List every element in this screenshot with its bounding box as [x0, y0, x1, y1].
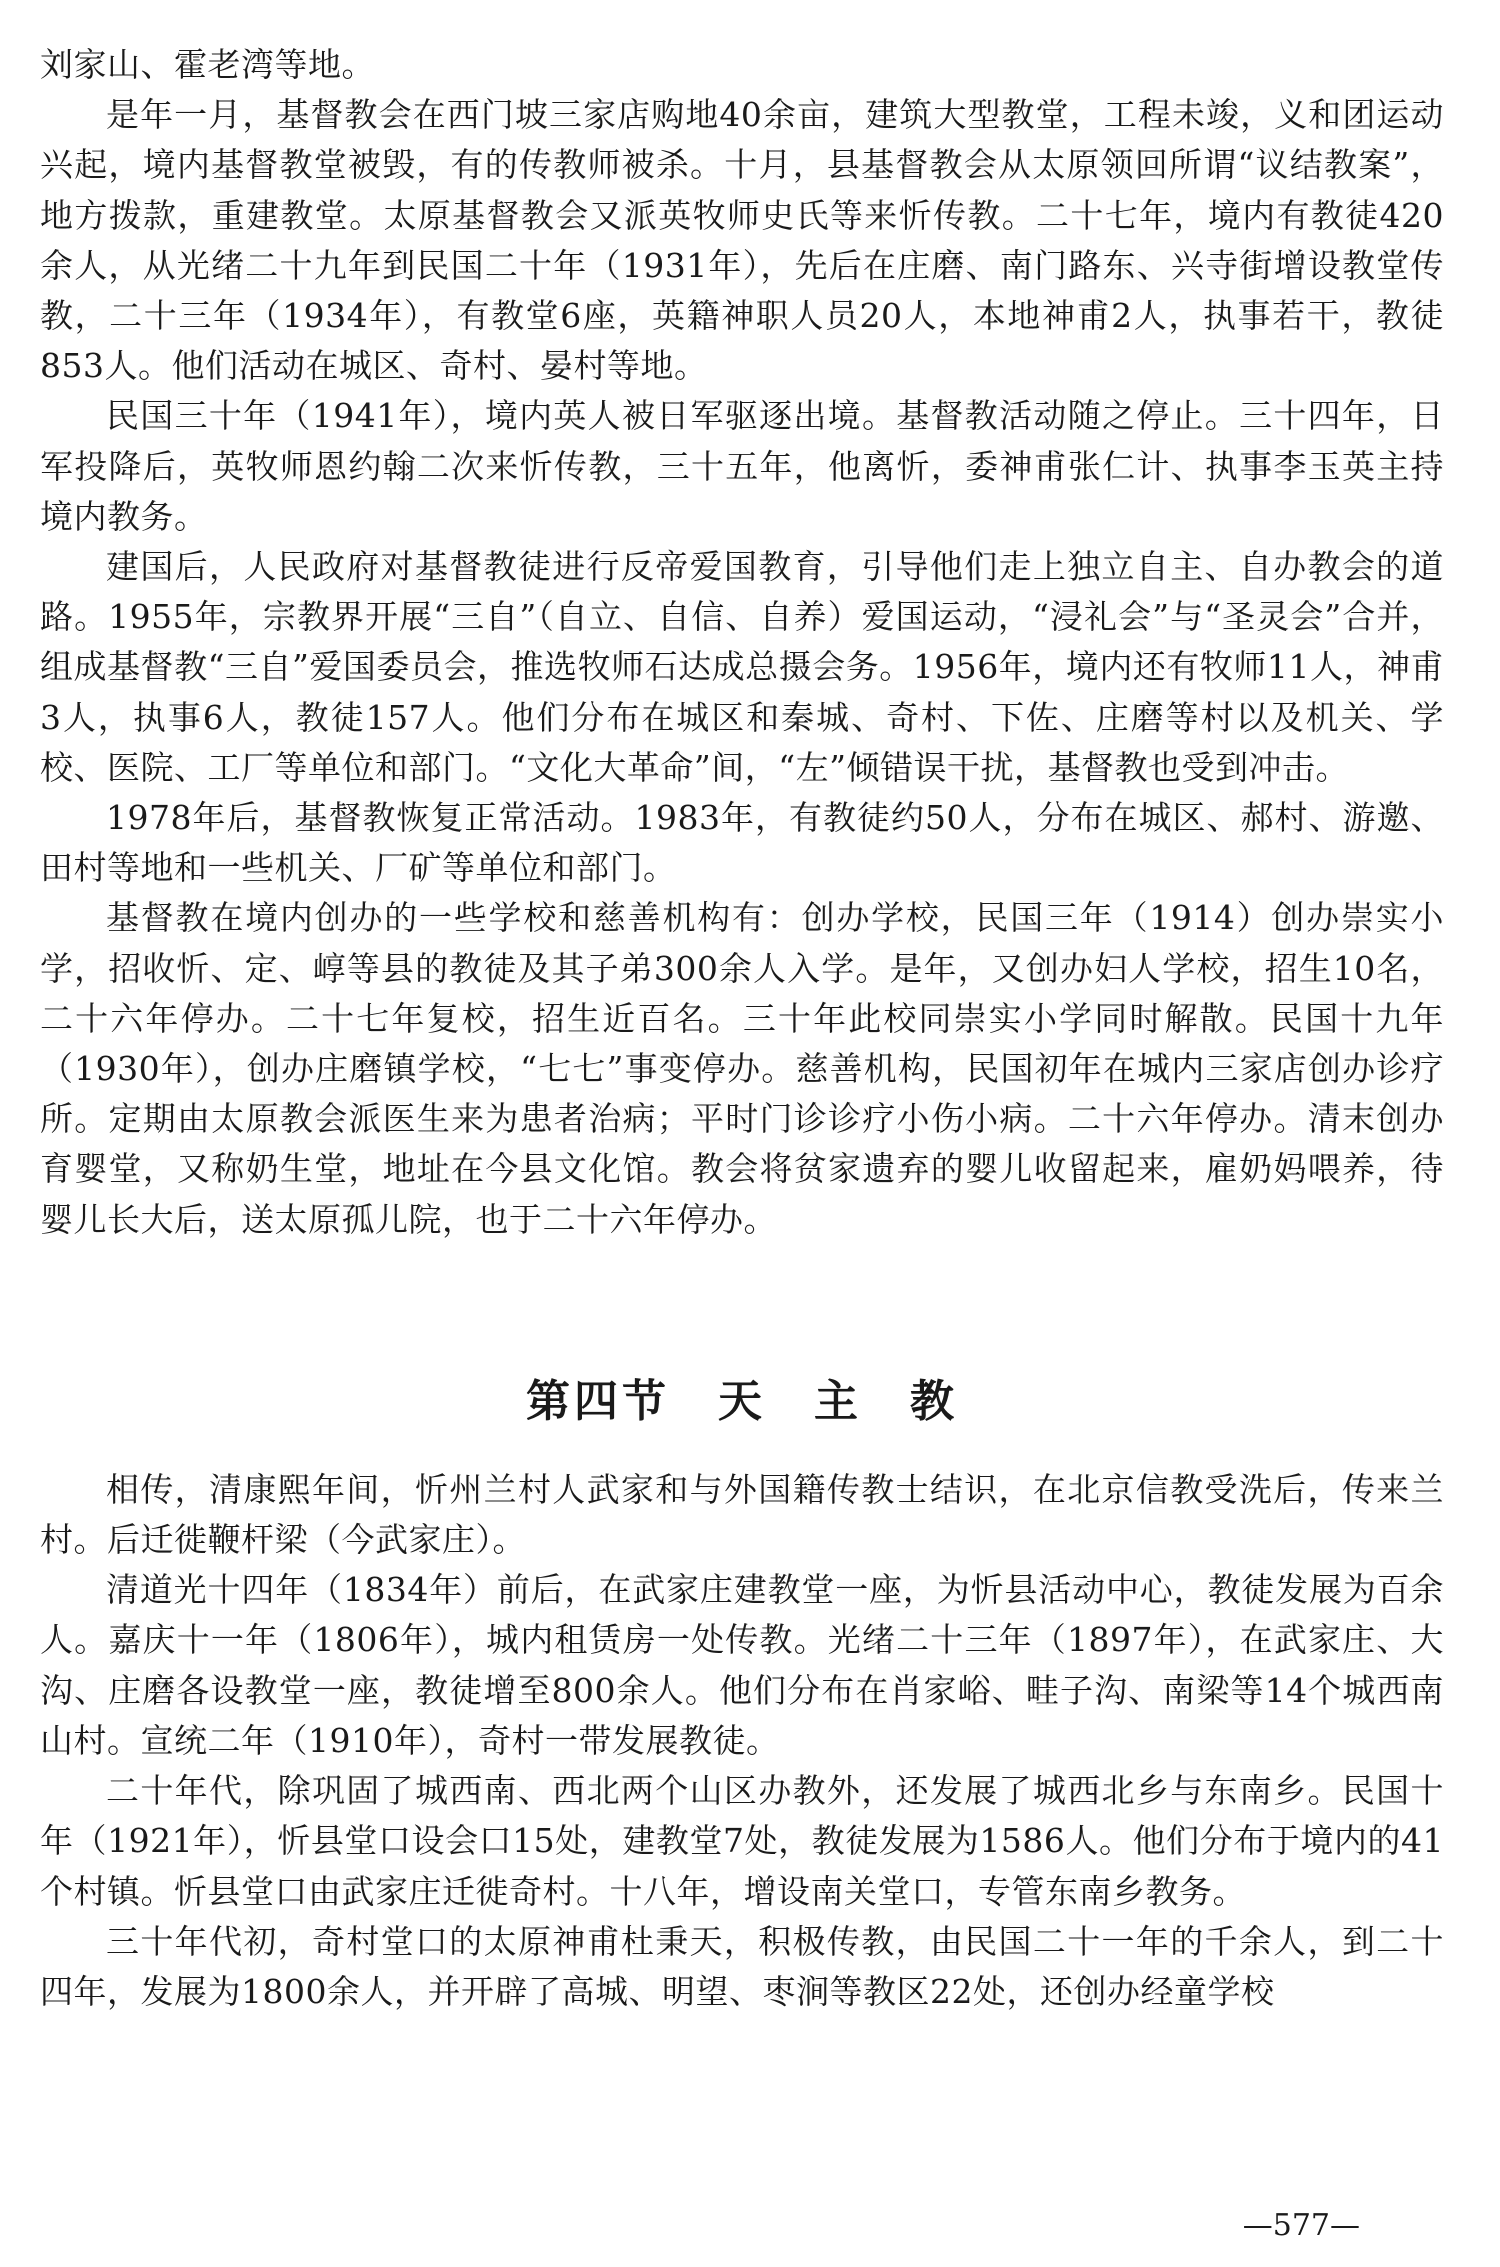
paragraph: 民国三十年（1941年），境内英人被日军驱逐出境。基督教活动随之停止。三十四年，日军投降后，英牧师恩约翰二次来忻传教，三十五年，他离忻，委神甫张仁计、执事李玉英主持境内教务。 — [40, 396, 1444, 536]
paragraph: 相传，清康熙年间，忻州兰村人武家和与外国籍传教士结识，在北京信教受洗后，传来兰村。后迁徙鞭杆梁（今武家庄）。 — [40, 1469, 1444, 1560]
section-catholicism-body — [40, 1465, 1444, 2017]
paragraph: 1978年后，基督教恢复正常活动。1983年，有教徒约50人，分布在城区、郝村、游邀、田村等地和一些机关、厂矿等单位和部门。 — [40, 798, 1444, 888]
paragraph-continued: 刘家山、霍老湾等地。 — [40, 45, 375, 84]
paragraph: 三十年代初，奇村堂口的太原神甫杜秉天，积极传教，由民国二十一年的千余人，到二十四年，发展为1800余人，并开辟了高城、明望、枣涧等教区22处，还创办经童学校 — [40, 1921, 1444, 2011]
paragraph: 清道光十四年（1834年）前后，在武家庄建教堂一座，为忻县活动中心，教徒发展为百余人。嘉庆十一年（1806年），城内租赁房一处传教。光绪二十三年（1897年），在武家庄、大沟、庄磨各设教堂一座，教徒增至800余人。他们分布在肖家峪、畦子沟、南梁等14个城西南山村。宣统二年（1910年），奇村一带发展教徒。 — [40, 1570, 1444, 1760]
section-title: 第四节 天 主 教 — [526, 1375, 958, 1427]
page-number: —577— — [1242, 2208, 1360, 2243]
paragraph: 二十年代，除巩固了城西南、西北两个山区办教外，还发展了城西北乡与东南乡。民国十年（1921年），忻县堂口设会口15处，建教堂7处，教徒发展为1586人。他们分布于境内的41个村镇。忻县堂口由武家庄迁徙奇村。十八年，增设南关堂口，专管东南乡教务。 — [40, 1771, 1444, 1911]
paragraph: 基督教在境内创办的一些学校和慈善机构有：创办学校，民国三年（1914）创办崇实小学，招收忻、定、崞等县的教徒及其子弟300余人入学。是年，又创办妇人学校，招生10名，二十六年停办。二十七年复校，招生近百名。三十年此校同崇实小学同时解散。民国十九年（1930年），创办庄磨镇学校，“七七”事变停办。慈善机构，民国初年在城内三家店创办诊疗所。定期由太原教会派医生来为患者治病；平时门诊诊疗小伤小病。二十六年停办。清末创办育婴堂，又称奶生堂，地址在今县文化馆。教会将贫家遗弃的婴儿收留起来，雇奶妈喂养，待婴儿长大后，送太原孤儿院，也于二十六年停办。 — [40, 898, 1444, 1239]
paragraph: 是年一月，基督教会在西门坡三家店购地40余亩，建筑大型教堂，工程未竣，义和团运动兴起，境内基督教堂被毁，有的传教师被杀。十月，县基督教会从太原领回所谓“议结教案”，地方拨款，重建教堂。太原基督教会又派英牧师史氏等来忻传教。二十七年，境内有教徒420余人，从光绪二十九年到民国二十年（1931年），先后在庄磨、南门路东、兴寺街增设教堂传教，二十三年（1934年），有教堂6座，英籍神职人员20人，本地神甫2人，执事若干，教徒853人。他们活动在城区、奇村、晏村等地。 — [40, 95, 1444, 386]
paragraph: 建国后，人民政府对基督教徒进行反帝爱国教育，引导他们走上独立自主、自办教会的道路。1955年，宗教界开展“三自”（自立、自信、自养）爱国运动，“浸礼会”与“圣灵会”合并，组成基督教“三自”爱国委员会，推选牧师石达成总摄会务。1956年，境内还有牧师11人，神甫3人，执事6人，教徒157人。他们分布在城区和秦城、奇村、下佐、庄磨等村以及机关、学校、医院、工厂等单位和部门。“文化大革命”间，“左”倾错误干扰，基督教也受到冲击。 — [40, 547, 1444, 787]
section-protestantism-body — [40, 40, 1444, 1245]
